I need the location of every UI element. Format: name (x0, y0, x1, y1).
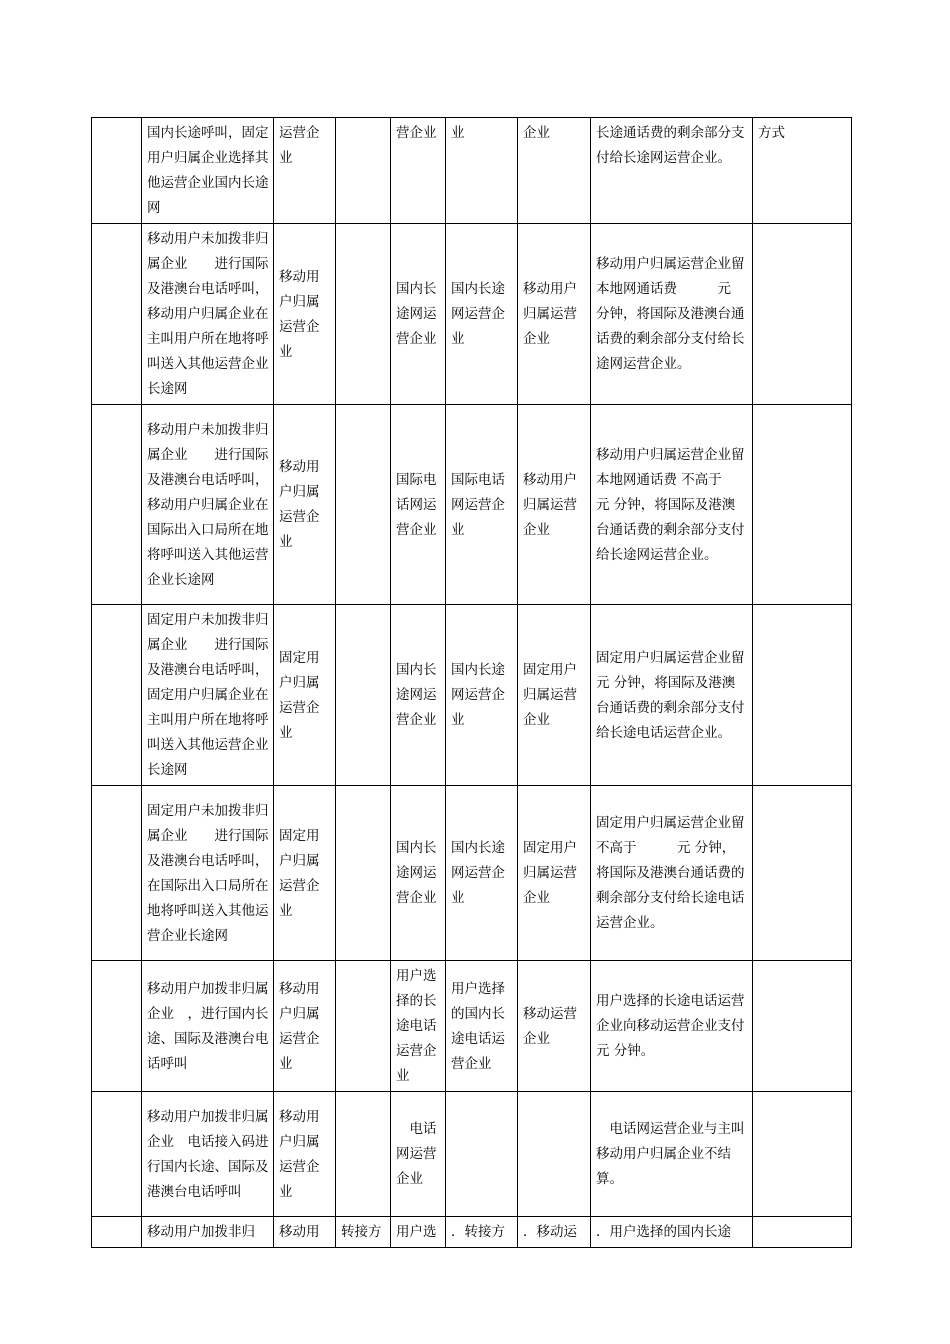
cell-originating-carrier: 固定用户归属运营企业 (274, 605, 336, 786)
cell-routing-carrier: 国内长途网运营企业 (391, 224, 446, 405)
table-row (92, 224, 852, 405)
cell-originating-carrier: 移动用 (274, 1217, 336, 1248)
cell-payee (518, 1092, 591, 1217)
cell-remark (753, 1217, 852, 1248)
cell-settlement-rule: 固定用户归属运营企业留不高于 元 分钟，将国际及港澳台通话费的剩余部分支付给长途电话运营企业。 (591, 786, 753, 961)
cell-remark (753, 786, 852, 961)
cell-remark (753, 1092, 852, 1217)
cell-call-scenario: 移动用户未加拨非归属企业 进行国际及港澳台电话呼叫，移动用户归属企业在主叫用户所在地将呼叫送入其他运营企业长途网 (142, 224, 274, 405)
cell-revenue-carrier: 国内长途网运营企业 (446, 786, 518, 961)
cell-index (92, 1092, 142, 1217)
cell-routing-carrier: 国内长途网运营企业 (391, 786, 446, 961)
cell-payee: 企业 (518, 118, 591, 224)
cell-call-scenario: 移动用户加拨非归属企业 ，进行国内长途、国际及港澳台电话呼叫 (142, 961, 274, 1092)
table-row (92, 1217, 852, 1248)
cell-call-scenario: 固定用户未加拨非归属企业 进行国际及港澳台电话呼叫，固定用户归属企业在主叫用户所在地将呼叫送入其他运营企业长途网 (142, 605, 274, 786)
table-row (92, 961, 852, 1092)
cell-transit-party (336, 605, 391, 786)
cell-settlement-rule: 长途通话费的剩余部分支付给长途网运营企业。 (591, 118, 753, 224)
cell-transit-party (336, 1092, 391, 1217)
table-row (92, 786, 852, 961)
cell-settlement-rule: 移动用户归属运营企业留本地网通话费 不高于 元 分钟，将国际及港澳台通话费的剩余部分支付给长途网运营企业。 (591, 405, 753, 605)
cell-revenue-carrier: 用户选择的国内长途电话运营企业 (446, 961, 518, 1092)
cell-payee: 移动运营企业 (518, 961, 591, 1092)
cell-revenue-carrier (446, 1092, 518, 1217)
table-row (92, 118, 852, 224)
cell-remark (753, 405, 852, 605)
cell-call-scenario: 移动用户加拨非归 (142, 1217, 274, 1248)
cell-routing-carrier: 用户选 (391, 1217, 446, 1248)
cell-routing-carrier: 国际电话网运营企业 (391, 405, 446, 605)
cell-call-scenario: 移动用户加拨非归属企业 电话接入码进行国内长途、国际及港澳台电话呼叫 (142, 1092, 274, 1217)
cell-payee: 移动用户归属运营企业 (518, 405, 591, 605)
cell-revenue-carrier: 业 (446, 118, 518, 224)
cell-index (92, 605, 142, 786)
cell-routing-carrier: 用户选择的长途电话运营企业 (391, 961, 446, 1092)
cell-routing-carrier: 营企业 (391, 118, 446, 224)
cell-settlement-rule: ．用户选择的国内长途 (591, 1217, 753, 1248)
cell-call-scenario: 国内长途呼叫，固定用户归属企业选择其他运营企业国内长途网 (142, 118, 274, 224)
cell-revenue-carrier: ．转接方 (446, 1217, 518, 1248)
cell-payee: 固定用户归属运营企业 (518, 605, 591, 786)
cell-originating-carrier: 移动用户归属运营企业 (274, 961, 336, 1092)
cell-call-scenario: 移动用户未加拨非归属企业 进行国际及港澳台电话呼叫，移动用户归属企业在国际出入口局所在地将呼叫送入其他运营企业长途网 (142, 405, 274, 605)
cell-transit-party (336, 405, 391, 605)
cell-originating-carrier: 运营企业 (274, 118, 336, 224)
cell-settlement-rule: 固定用户归属运营企业留 元 分钟，将国际及港澳台通话费的剩余部分支付给长途电话运营企业。 (591, 605, 753, 786)
cell-transit-party: 转接方 (336, 1217, 391, 1248)
cell-originating-carrier: 固定用户归属运营企业 (274, 786, 336, 961)
cell-settlement-rule: 移动用户归属运营企业留本地网通话费 元 分钟，将国际及港澳台通话费的剩余部分支付给长途网运营企业。 (591, 224, 753, 405)
cell-index (92, 405, 142, 605)
cell-call-scenario: 固定用户未加拨非归属企业 进行国际及港澳台电话呼叫，在国际出入口局所在地将呼叫送入其他运营企业长途网 (142, 786, 274, 961)
cell-originating-carrier: 移动用户归属运营企业 (274, 224, 336, 405)
settlement-table (91, 117, 852, 1248)
cell-index (92, 961, 142, 1092)
cell-transit-party (336, 786, 391, 961)
cell-routing-carrier: 国内长途网运营企业 (391, 605, 446, 786)
table-row (92, 1092, 852, 1217)
cell-index (92, 1217, 142, 1248)
cell-payee: ．移动运 (518, 1217, 591, 1248)
cell-transit-party (336, 224, 391, 405)
cell-remark (753, 224, 852, 405)
cell-settlement-rule: 电话网运营企业与主叫移动用户归属企业不结算。 (591, 1092, 753, 1217)
cell-revenue-carrier: 国内长途网运营企业 (446, 224, 518, 405)
cell-index (92, 786, 142, 961)
cell-index (92, 224, 142, 405)
cell-routing-carrier: 电话网运营企业 (391, 1092, 446, 1217)
cell-index (92, 118, 142, 224)
cell-remark (753, 605, 852, 786)
table-row (92, 605, 852, 786)
cell-transit-party (336, 961, 391, 1092)
cell-remark: 方式 (753, 118, 852, 224)
cell-revenue-carrier: 国内长途网运营企业 (446, 605, 518, 786)
cell-settlement-rule: 用户选择的长途电话运营企业向移动运营企业支付 元 分钟。 (591, 961, 753, 1092)
cell-payee: 固定用户归属运营企业 (518, 786, 591, 961)
cell-transit-party (336, 118, 391, 224)
cell-revenue-carrier: 国际电话网运营企业 (446, 405, 518, 605)
table-row (92, 405, 852, 605)
cell-originating-carrier: 移动用户归属运营企业 (274, 1092, 336, 1217)
cell-payee: 移动用户归属运营企业 (518, 224, 591, 405)
cell-originating-carrier: 移动用户归属运营企业 (274, 405, 336, 605)
